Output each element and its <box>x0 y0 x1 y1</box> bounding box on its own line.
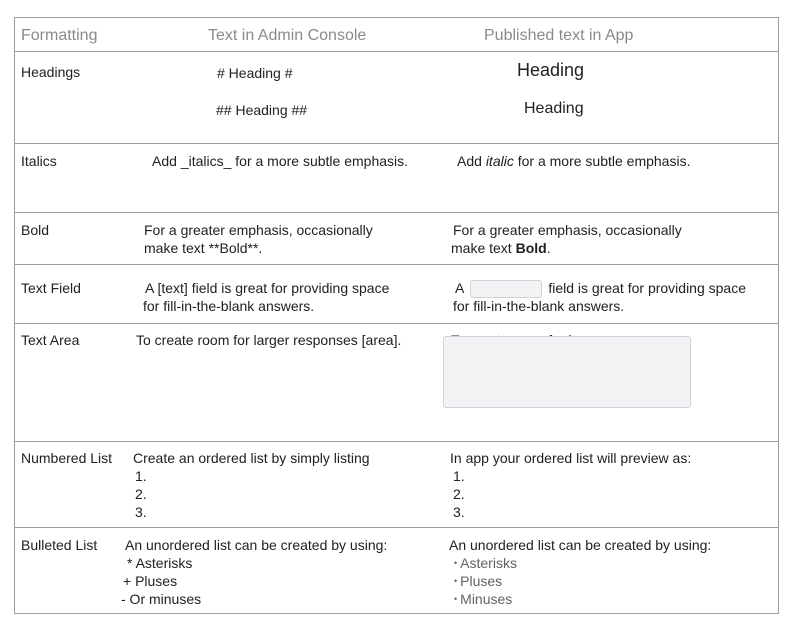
row-label-numbered-list: Numbered List <box>21 450 113 466</box>
published-numbered-intro: In app your ordered list will preview as: <box>450 450 692 466</box>
admin-bulleted-item: + Pluses <box>123 573 178 589</box>
published-heading-1: Heading <box>517 60 585 80</box>
published-bold-line1: For a greater emphasis, occasionally <box>453 222 682 238</box>
admin-bold-line1: For a greater emphasis, occasionally <box>144 222 373 238</box>
row-divider <box>15 527 778 528</box>
row-divider <box>15 143 778 144</box>
published-heading-2: Heading <box>524 100 584 117</box>
published-italic-word: italic <box>485 153 514 169</box>
row-divider <box>15 441 778 442</box>
published-bold-line2 <box>451 239 551 257</box>
published-bold-word: Bold <box>515 240 547 256</box>
row-label-headings: Headings <box>21 64 81 80</box>
row-label-italics: Italics <box>21 153 57 169</box>
published-italics-after: for a more subtle emphasis. <box>513 153 691 169</box>
published-bullet-text: Minuses <box>460 591 513 607</box>
published-bulleted-item <box>454 590 512 608</box>
row-divider <box>15 264 778 265</box>
published-italics-before: Add <box>457 153 486 169</box>
text-field-input[interactable] <box>470 280 542 298</box>
row-label-bold: Bold <box>21 222 50 238</box>
admin-bulleted-item: * Asterisks <box>127 555 193 571</box>
admin-text-area-text: To create room for larger responses [area]. <box>136 332 402 348</box>
published-bullet-text: Pluses <box>460 573 503 589</box>
bullet-icon: • <box>454 594 458 604</box>
published-bold-after: . <box>546 240 551 256</box>
admin-numbered-intro: Create an ordered list by simply listing <box>133 450 370 466</box>
text-area-input[interactable] <box>443 336 691 408</box>
admin-text-field-line1: A [text] field is great for providing space <box>145 280 390 296</box>
header-formatting: Formatting <box>21 27 98 44</box>
bullet-icon: • <box>454 576 458 586</box>
admin-bold-line2: make text **Bold**. <box>144 240 263 256</box>
admin-italics-text: Add _italics_ for a more subtle emphasis. <box>152 153 409 169</box>
admin-text-field-line2: for fill-in-the-blank answers. <box>143 298 315 314</box>
published-bold-before: make text <box>451 240 516 256</box>
admin-bulleted-intro: An unordered list can be created by using: <box>125 537 388 553</box>
admin-heading-2: ## Heading ## <box>216 102 308 118</box>
row-divider <box>15 323 778 324</box>
bullet-icon: • <box>454 558 458 568</box>
formatting-table <box>14 17 779 614</box>
published-numbered-item: 1. <box>453 468 465 484</box>
published-text-field-after: field is great for providing space <box>548 280 747 296</box>
published-bullet-text: Asterisks <box>460 555 517 571</box>
published-text-field-before: A <box>455 280 465 296</box>
published-bulleted-item <box>454 572 502 590</box>
published-italics-text <box>457 152 690 170</box>
published-text-field-line2: for fill-in-the-blank answers. <box>453 298 625 314</box>
row-divider <box>15 212 778 213</box>
admin-bulleted-item: - Or minuses <box>121 591 202 607</box>
row-divider <box>15 51 778 52</box>
header-published-app: Published text in App <box>484 27 634 44</box>
admin-numbered-item: 2. <box>135 486 147 502</box>
row-label-text-area: Text Area <box>21 332 80 348</box>
admin-numbered-item: 1. <box>135 468 147 484</box>
published-bulleted-item <box>454 554 517 572</box>
row-label-text-field: Text Field <box>21 280 81 296</box>
published-numbered-item: 3. <box>453 504 465 520</box>
header-admin-console: Text in Admin Console <box>208 27 367 44</box>
published-text-field-line1 <box>455 279 746 298</box>
admin-numbered-item: 3. <box>135 504 147 520</box>
published-numbered-item: 2. <box>453 486 465 502</box>
row-label-bulleted-list: Bulleted List <box>21 537 98 553</box>
admin-heading-1: # Heading # <box>217 65 293 81</box>
published-bulleted-intro: An unordered list can be created by using: <box>449 537 712 553</box>
